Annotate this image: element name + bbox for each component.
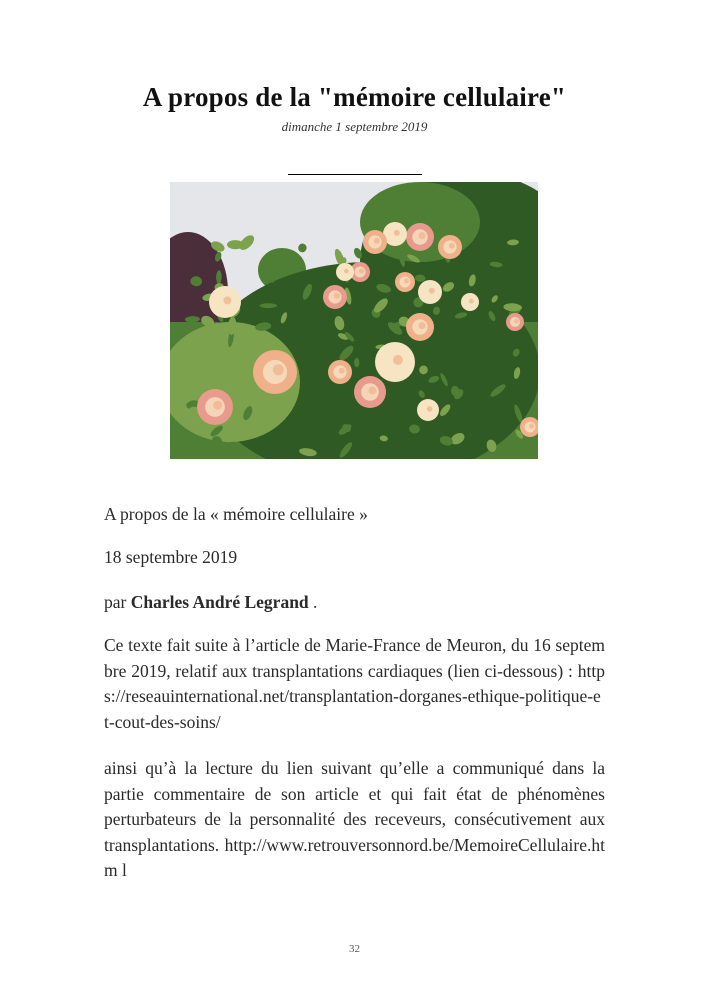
- rose-heart: [334, 293, 340, 299]
- rose-heart: [429, 288, 435, 294]
- roses-photo-image: [170, 182, 538, 459]
- roses-photo: [170, 182, 538, 459]
- rose-heart: [344, 269, 349, 274]
- rose-heart: [213, 401, 222, 410]
- page-date: dimanche 1 septembre 2019: [281, 119, 428, 134]
- author-name: Charles André Legrand: [130, 592, 309, 612]
- rose-heart: [393, 355, 403, 365]
- rose-heart: [368, 386, 376, 394]
- rose-heart: [449, 243, 455, 249]
- article-heading: A propos de la « mémoire cellulaire »: [104, 504, 368, 524]
- rose-heart: [514, 319, 519, 324]
- rose-heart: [469, 299, 474, 304]
- link-suffix: l: [117, 860, 127, 880]
- rose-heart: [404, 279, 409, 284]
- rose-heart: [419, 322, 426, 329]
- reference-link-1[interactable]: https://reseauinternational.net/transplantation-dorganes-ethique-politique-et-cout-des-soins/: [104, 660, 605, 732]
- page-number: 32: [349, 943, 360, 955]
- byline-prefix: par: [104, 592, 131, 612]
- rose-heart: [339, 368, 345, 374]
- rose-heart: [419, 232, 426, 239]
- rose-heart: [394, 230, 400, 236]
- reference-link-2[interactable]: http://www.retrouversonnord.be/MemoireCellulaire.htm: [104, 834, 605, 880]
- article-date: 18 septembre 2019: [104, 547, 238, 567]
- rose-heart: [427, 406, 433, 412]
- rose-heart: [359, 269, 364, 274]
- paragraph-intro: [104, 633, 605, 735]
- rose-heart: [374, 238, 380, 244]
- page-title: A propos de la "mémoire cellulaire": [142, 82, 567, 112]
- leaf: [260, 303, 277, 308]
- paragraph-intro-text: Ce texte fait suite à l’article de Marie-France de Meuron, du 16 septembre 2019, relatif aux transplantations cardiaques (lien ci-dessous) :: [104, 635, 605, 681]
- paragraph-followup: [104, 756, 605, 884]
- rose-heart: [529, 424, 534, 429]
- rose-heart: [273, 364, 284, 375]
- paragraph-followup-text: ainsi qu’à la lecture du lien suivant qu’elle a communiqué dans la partie commentaire de son article et qui fait état de phénomènes perturbateurs de la personnalité des receveurs, consécutivement aux transplantations.: [104, 758, 605, 855]
- rose-heart: [223, 296, 231, 304]
- byline: [104, 590, 605, 616]
- byline-suffix: .: [308, 592, 318, 612]
- title-divider: [288, 174, 422, 175]
